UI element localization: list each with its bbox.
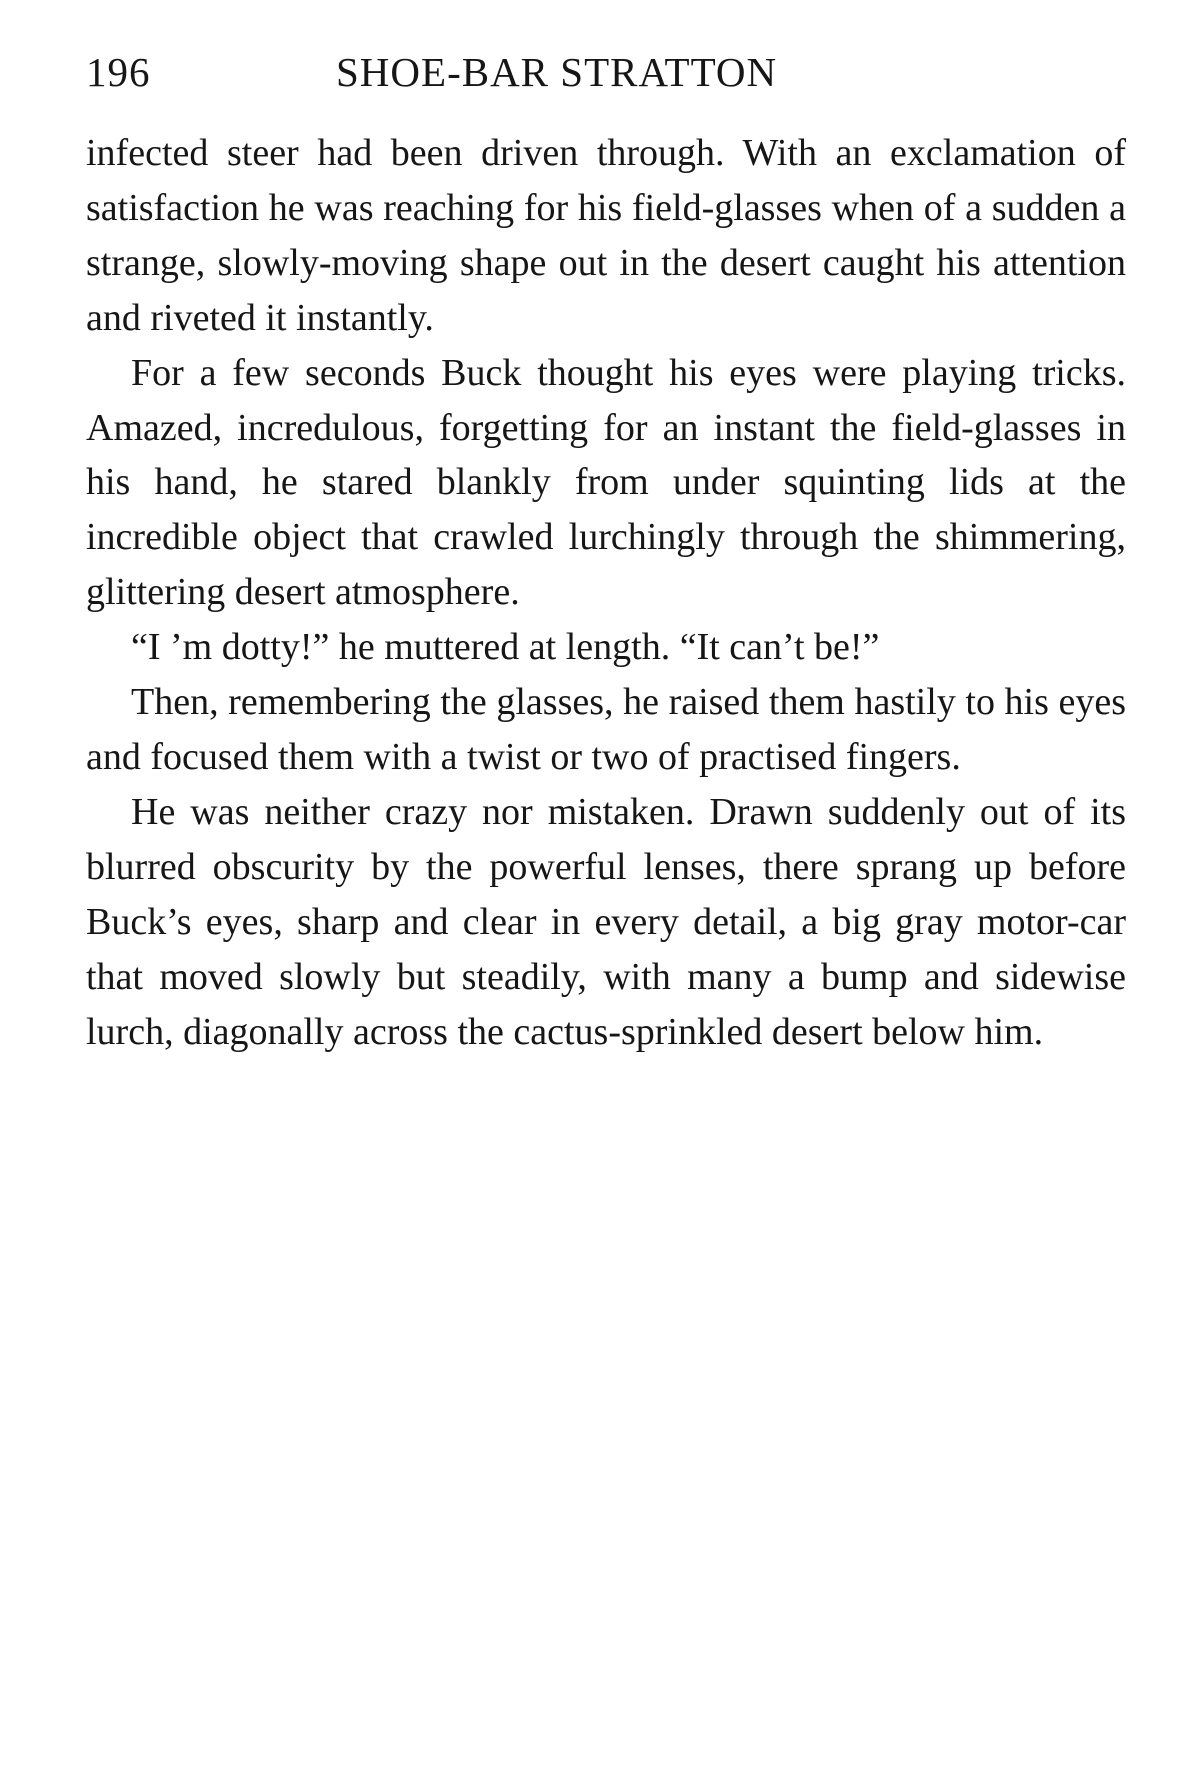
paragraph-1: infected steer had been driven through. With an exclamation of satisfaction he was reaching for his field-glasses when of a sudden a strange, slowly-moving shape out in the desert caught his attention and riveted it instantly. <box>86 132 1126 339</box>
paragraph-2: For a few seconds Buck thought his eyes were playing tricks. Amazed, incredulous, forgetting for an instant the field-glasses in his hand, he stared blankly from under squinting lids at the incredible object that crawled lurchingly through the shimmering, glittering desert atmosphere. <box>86 351 1126 614</box>
page-number: 196 <box>86 49 151 95</box>
paragraph-5: He was neither crazy nor mistaken. Drawn suddenly out of its blurred obscurity by the powerful lenses, there sprang up before Buck’s eyes, sharp and clear in every detail, a big gray motor-car that moved slowly but steadily, with many a bump and sidewise lurch, diagonally across the cactus-sprinkled desert below him. <box>86 790 1126 1053</box>
book-title: SHOE-BAR STRATTON <box>336 49 778 95</box>
paragraph-4: Then, remembering the glasses, he raised them hastily to his eyes and focused them with a twist or two of practised fingers. <box>86 681 1126 778</box>
paragraph-3: “I ’m dotty!” he muttered at length. “It can’t be!” <box>131 626 880 669</box>
body-text <box>86 126 1126 1059</box>
running-head <box>86 42 1126 102</box>
